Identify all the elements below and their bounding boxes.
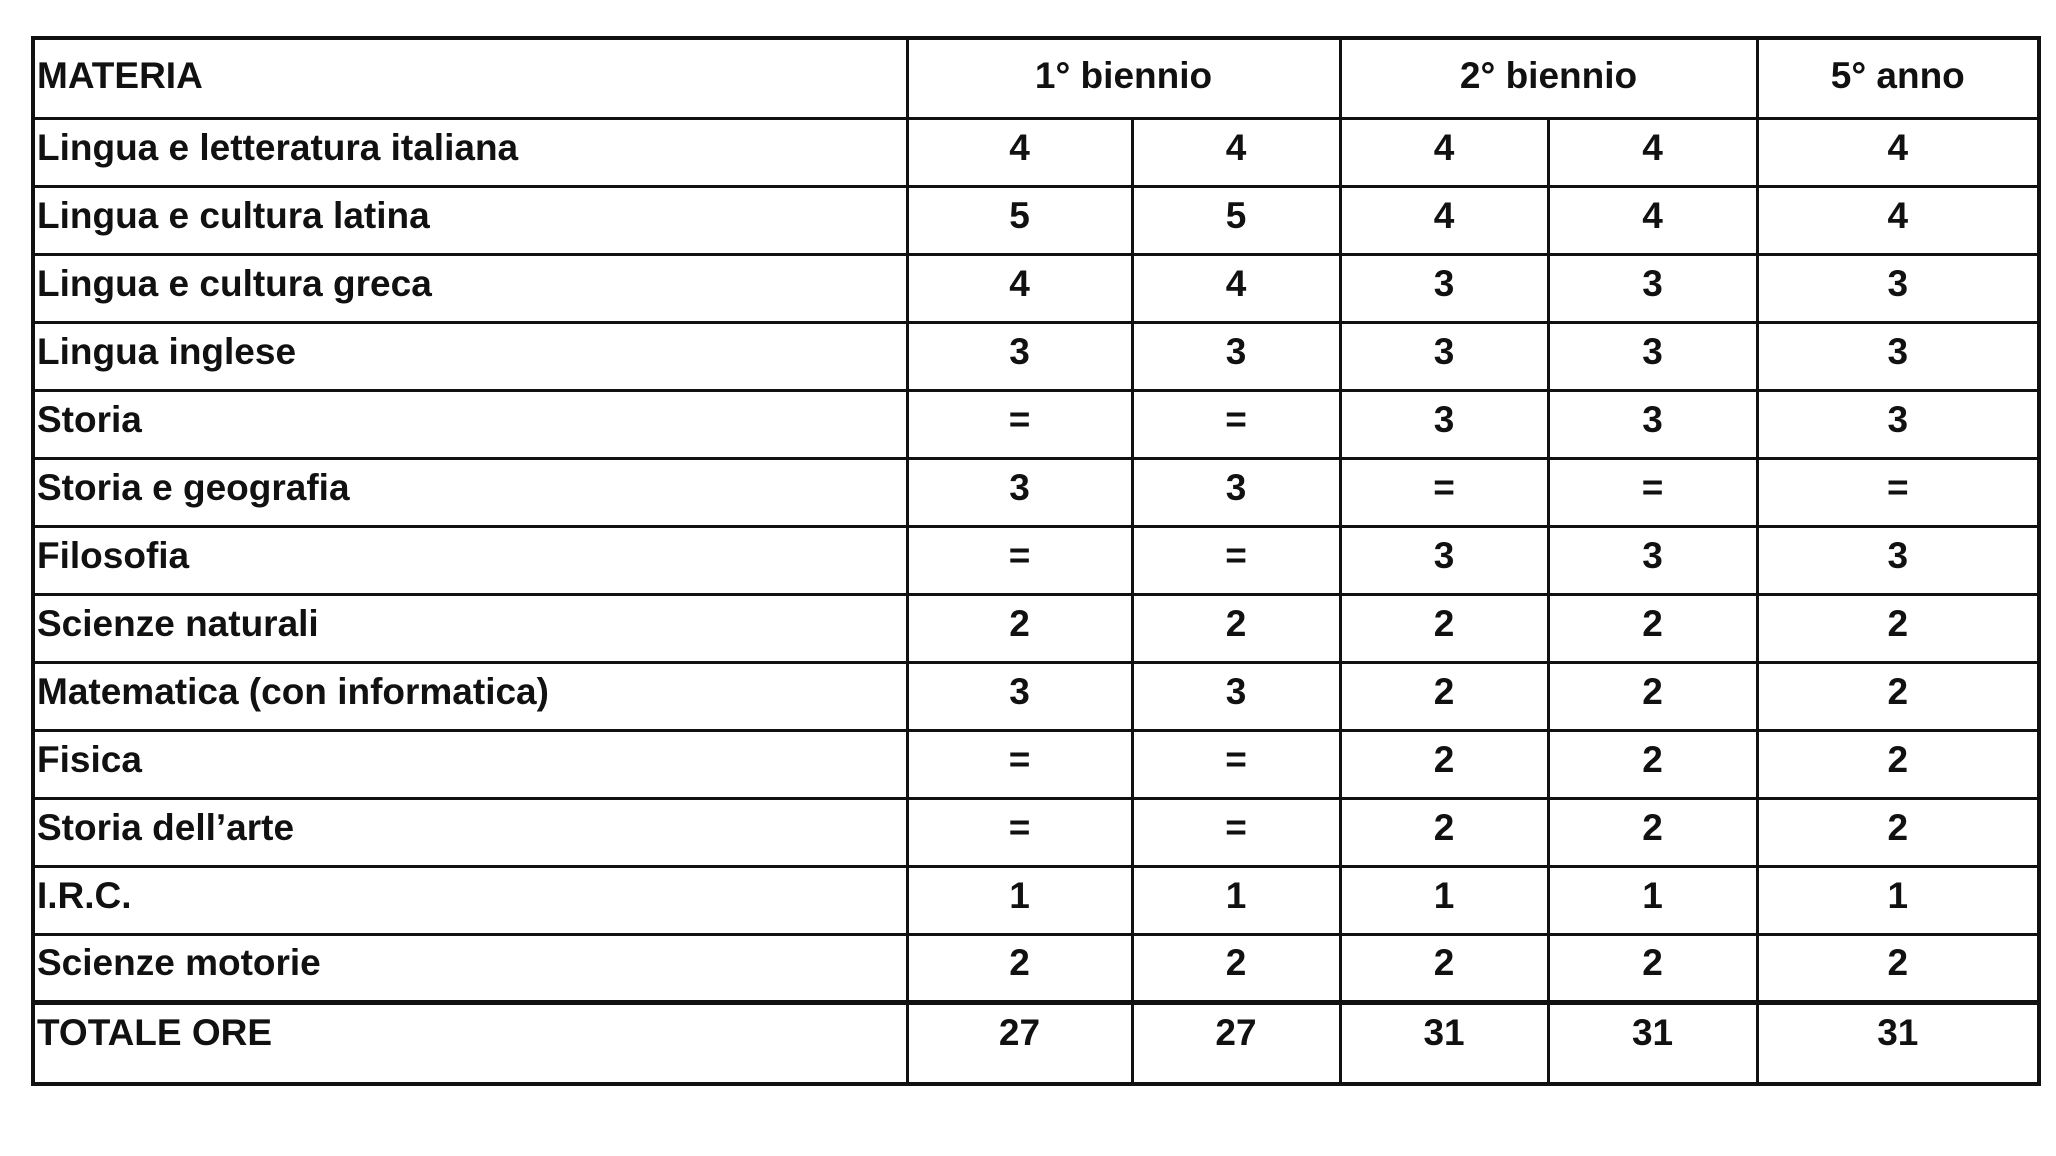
subject-cell: Lingua e letteratura italiana — [33, 118, 907, 186]
hours-cell: 2 — [1757, 798, 2039, 866]
header-group-3: 5° anno — [1757, 38, 2039, 118]
table-row — [33, 118, 2039, 186]
hours-cell: 3 — [1548, 322, 1757, 390]
subject-cell: Filosofia — [33, 526, 907, 594]
hours-cell: 3 — [1757, 390, 2039, 458]
hours-cell: 3 — [1340, 254, 1548, 322]
table-row — [33, 390, 2039, 458]
subject-cell: Lingua e cultura greca — [33, 254, 907, 322]
table-row — [33, 662, 2039, 730]
subject-cell: Scienze motorie — [33, 934, 907, 1002]
hours-cell: 1 — [1548, 866, 1757, 934]
hours-cell: 2 — [1548, 662, 1757, 730]
hours-cell: 1 — [907, 866, 1132, 934]
hours-cell: = — [907, 730, 1132, 798]
hours-cell: 2 — [1757, 594, 2039, 662]
subject-cell: Storia e geografia — [33, 458, 907, 526]
hours-cell: 3 — [1132, 662, 1340, 730]
table-row — [33, 186, 2039, 254]
hours-cell: 2 — [1548, 594, 1757, 662]
hours-cell: 4 — [907, 254, 1132, 322]
hours-cell: 3 — [1548, 390, 1757, 458]
hours-cell: 5 — [907, 186, 1132, 254]
hours-cell: 3 — [1132, 322, 1340, 390]
hours-cell: 2 — [1757, 730, 2039, 798]
hours-cell: 2 — [1548, 730, 1757, 798]
subject-cell: Lingua inglese — [33, 322, 907, 390]
hours-cell: = — [907, 390, 1132, 458]
total-hours-cell: 27 — [907, 1002, 1132, 1084]
hours-cell: 4 — [1548, 186, 1757, 254]
table-row — [33, 798, 2039, 866]
hours-cell: 4 — [1340, 118, 1548, 186]
hours-cell: 2 — [1132, 594, 1340, 662]
hours-cell: 2 — [1340, 934, 1548, 1002]
hours-cell: 3 — [1548, 254, 1757, 322]
hours-cell: 3 — [1548, 526, 1757, 594]
hours-cell: 3 — [907, 458, 1132, 526]
hours-cell: = — [1340, 458, 1548, 526]
total-hours-cell: 31 — [1340, 1002, 1548, 1084]
hours-cell: 3 — [1340, 322, 1548, 390]
total-label: TOTALE ORE — [33, 1002, 907, 1084]
subject-cell: Scienze naturali — [33, 594, 907, 662]
hours-cell: 2 — [1548, 934, 1757, 1002]
header-subject: MATERIA — [33, 38, 907, 118]
hours-cell: 2 — [1132, 934, 1340, 1002]
hours-cell: = — [1132, 730, 1340, 798]
hours-cell: 2 — [1757, 662, 2039, 730]
hours-cell: 3 — [907, 322, 1132, 390]
subject-cell: Matematica (con informatica) — [33, 662, 907, 730]
hours-cell: 1 — [1340, 866, 1548, 934]
total-hours-cell: 31 — [1757, 1002, 2039, 1084]
hours-cell: 2 — [1340, 662, 1548, 730]
hours-cell: 4 — [1757, 186, 2039, 254]
table-row — [33, 458, 2039, 526]
hours-cell: 4 — [1548, 118, 1757, 186]
hours-cell: 4 — [1132, 118, 1340, 186]
hours-cell: 2 — [907, 934, 1132, 1002]
total-hours-cell: 31 — [1548, 1002, 1757, 1084]
hours-cell: = — [907, 798, 1132, 866]
hours-cell: 3 — [1340, 526, 1548, 594]
hours-cell: 2 — [1340, 594, 1548, 662]
hours-cell: 2 — [1757, 934, 2039, 1002]
table-row — [33, 254, 2039, 322]
hours-cell: 4 — [907, 118, 1132, 186]
header-group-2: 2° biennio — [1340, 38, 1757, 118]
hours-cell: = — [1548, 458, 1757, 526]
hours-cell: 5 — [1132, 186, 1340, 254]
hours-cell: 1 — [1132, 866, 1340, 934]
subject-cell: Fisica — [33, 730, 907, 798]
hours-cell: = — [1757, 458, 2039, 526]
hours-cell: 3 — [1757, 254, 2039, 322]
hours-cell: 3 — [1340, 390, 1548, 458]
hours-cell: 2 — [1340, 730, 1548, 798]
hours-cell: 4 — [1757, 118, 2039, 186]
subject-cell: Lingua e cultura latina — [33, 186, 907, 254]
table-row — [33, 526, 2039, 594]
hours-cell: 2 — [1548, 798, 1757, 866]
hours-cell: 3 — [1757, 526, 2039, 594]
hours-cell: = — [907, 526, 1132, 594]
hours-cell: = — [1132, 526, 1340, 594]
header-group-1: 1° biennio — [907, 38, 1340, 118]
table-row — [33, 934, 2039, 1002]
curriculum-hours-table — [31, 36, 2041, 1086]
subject-cell: I.R.C. — [33, 866, 907, 934]
hours-cell: 3 — [1757, 322, 2039, 390]
hours-cell: 3 — [907, 662, 1132, 730]
total-row — [33, 1002, 2039, 1084]
table-row — [33, 594, 2039, 662]
hours-cell: 1 — [1757, 866, 2039, 934]
table-row — [33, 322, 2039, 390]
hours-cell: 4 — [1340, 186, 1548, 254]
total-hours-cell: 27 — [1132, 1002, 1340, 1084]
hours-cell: 2 — [1340, 798, 1548, 866]
table-row — [33, 866, 2039, 934]
subject-cell: Storia — [33, 390, 907, 458]
subject-cell: Storia dell’arte — [33, 798, 907, 866]
hours-cell: = — [1132, 798, 1340, 866]
hours-cell: 4 — [1132, 254, 1340, 322]
table-header-row — [33, 38, 2039, 118]
hours-cell: 3 — [1132, 458, 1340, 526]
hours-cell: 2 — [907, 594, 1132, 662]
hours-cell: = — [1132, 390, 1340, 458]
table-body — [33, 118, 2039, 1084]
table-row — [33, 730, 2039, 798]
